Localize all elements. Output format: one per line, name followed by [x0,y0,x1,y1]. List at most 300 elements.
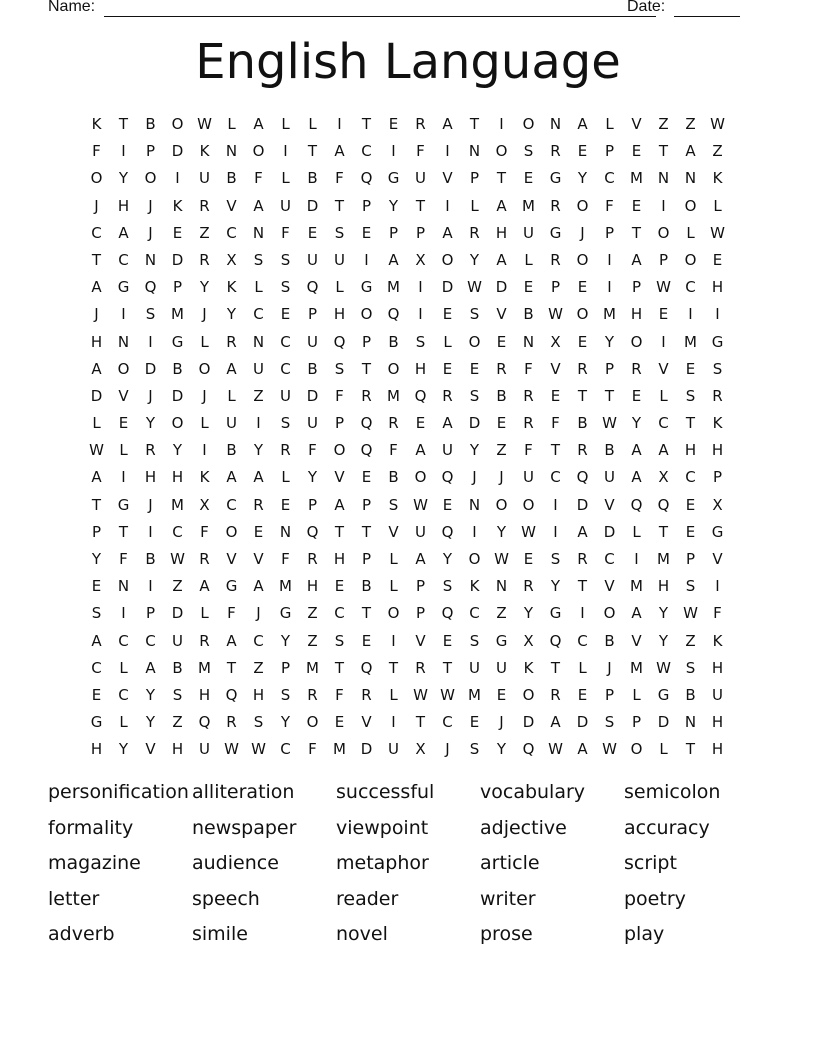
grid-letter: F [281,550,290,568]
grid-letter: R [523,386,534,405]
grid-letter: H [495,223,508,242]
grid-letter: A [226,631,237,650]
grid-letter: P [91,522,102,541]
grid-letter: Y [577,169,588,188]
grid-letter: T [685,740,696,759]
grid-letter: R [280,441,291,460]
grid-letter: O [441,250,454,269]
word-list-item: semicolon [624,781,721,803]
grid-letter: H [333,305,346,324]
grid-letter: F [281,223,290,242]
grid-letter: G [711,332,724,351]
grid-letter: I [391,142,396,161]
grid-letter: S [334,359,345,378]
grid-letter: P [604,685,615,704]
grid-letter: N [522,332,535,351]
grid-letter: Y [172,441,183,460]
grid-letter: Z [253,386,264,405]
grid-row [83,274,731,301]
grid-row [83,356,731,383]
grid-letter: O [333,441,346,460]
grid-letter: L [443,332,452,351]
grid-letter: S [442,577,453,596]
grid-letter: I [634,550,639,568]
grid-letter: J [202,386,207,405]
grid-letter: R [577,359,588,378]
grid-letter: D [171,604,184,623]
grid-letter: N [279,522,292,541]
grid-letter: M [657,550,670,568]
word-list-item: viewpoint [336,816,429,839]
grid-letter: W [224,740,239,759]
grid-letter: D [171,386,184,405]
grid-letter: O [657,223,670,242]
grid-letter: W [413,685,428,704]
grid-letter: G [117,495,130,514]
grid-letter: O [522,495,535,514]
grid-letter: I [391,713,396,732]
grid-letter: T [469,115,480,133]
grid-letter: A [577,522,588,541]
grid-letter: C [172,522,183,541]
grid-letter: B [226,441,237,460]
grid-letter: M [630,658,643,677]
grid-letter: M [387,386,400,405]
grid-letter: G [495,631,508,650]
grid-letter: T [388,658,399,677]
grid-letter: K [712,631,723,650]
grid-letter: J [202,305,207,324]
grid-letter: E [253,522,264,541]
grid-letter: O [90,169,103,188]
grid-letter: U [307,250,318,269]
word-list-item: magazine [48,852,141,874]
grid-letter: B [307,359,318,378]
grid-letter: Y [91,550,102,568]
grid-letter: U [442,441,453,460]
grid-letter: Q [441,522,454,541]
grid-letter: E [577,278,588,297]
grid-letter: L [578,658,587,677]
grid-letter: L [470,196,479,215]
grid-letter: C [226,223,237,242]
grid-letter: R [361,386,372,405]
grid-letter: I [202,441,207,460]
grid-letter: Y [145,685,156,704]
grid-letter: K [469,577,480,596]
grid-letter: U [604,468,615,487]
grid-letter: U [199,169,210,188]
header [48,0,748,20]
grid-letter: T [361,522,372,541]
grid-letter: U [388,740,399,759]
grid-letter: R [388,414,399,433]
grid-letter: S [469,740,480,759]
grid-letter: B [361,577,372,596]
grid-letter: Y [442,550,453,568]
grid-letter: N [549,115,562,133]
grid-letter: R [415,115,426,133]
grid-letter: D [576,713,589,732]
grid-letter: M [171,495,184,514]
grid-letter: D [360,740,373,759]
grid-letter: L [92,414,101,433]
grid-letter: J [580,223,585,242]
grid-letter: H [414,359,427,378]
grid-letter: Q [441,468,454,487]
grid-letter: P [550,278,561,297]
grid-row [83,628,731,655]
grid-letter: I [256,414,261,433]
grid-letter: L [389,577,398,596]
grid-letter: U [280,386,291,405]
grid-letter: S [280,414,291,433]
grid-letter: T [658,142,669,161]
grid-letter: R [496,359,507,378]
grid-letter: A [685,142,696,161]
grid-row [83,329,731,356]
grid-letter: R [253,495,264,514]
grid-letter: A [118,223,129,242]
grid-letter: O [144,169,157,188]
grid-letter: F [551,414,560,433]
grid-letter: L [713,196,722,215]
grid-row [83,736,731,763]
grid-letter: H [306,577,319,596]
grid-letter: A [631,441,642,460]
grid-letter: L [335,278,344,297]
grid-letter: M [468,685,481,704]
grid-letter: W [494,550,509,568]
grid-letter: W [710,223,725,242]
grid-letter: M [630,577,643,596]
grid-letter: K [91,115,102,133]
grid-letter: L [389,685,398,704]
name-line [104,16,656,17]
grid-letter: U [199,740,210,759]
grid-row [83,573,731,600]
grid-letter: R [712,386,723,405]
grid-letter: D [495,278,508,297]
grid-letter: U [253,359,264,378]
grid-letter: Q [225,685,238,704]
grid-letter: A [226,359,237,378]
grid-letter: I [553,495,558,514]
grid-letter: O [198,359,211,378]
grid-letter: U [415,169,426,188]
grid-letter: C [253,305,264,324]
grid-letter: Z [496,441,507,460]
grid-letter: I [121,305,126,324]
grid-letter: P [145,604,156,623]
grid-letter: C [685,468,696,487]
grid-letter: B [685,685,696,704]
word-list-item: novel [336,923,388,945]
grid-letter: Q [198,713,211,732]
grid-letter: M [387,278,400,297]
grid-letter: I [364,250,369,269]
grid-letter: T [442,658,453,677]
grid-letter: U [496,658,507,677]
grid-letter: X [550,332,561,351]
grid-letter: B [172,359,183,378]
grid-letter: W [602,414,617,433]
grid-letter: A [496,250,507,269]
grid-letter: L [281,115,290,133]
grid-letter: K [226,278,237,297]
grid-letter: R [523,577,534,596]
grid-letter: R [145,441,156,460]
grid-letter: G [549,223,562,242]
grid-letter: V [658,359,669,378]
grid-letter: L [605,115,614,133]
grid-letter: H [252,685,265,704]
grid-letter: L [119,658,128,677]
grid-letter: A [334,142,345,161]
grid-row [83,165,731,192]
grid-letter: S [388,495,399,514]
grid-letter: M [603,305,616,324]
grid-letter: I [607,278,612,297]
grid-letter: Q [657,495,670,514]
grid-letter: R [550,685,561,704]
grid-letter: O [522,685,535,704]
grid-letter: E [496,685,507,704]
grid-letter: H [657,577,670,596]
grid-letter: Z [253,658,264,677]
grid-letter: B [388,332,399,351]
grid-row [83,464,731,491]
grid-letter: K [712,414,723,433]
grid-row [83,600,731,627]
grid-letter: A [91,278,102,297]
grid-letter: I [283,142,288,161]
grid-letter: K [172,196,183,215]
grid-letter: W [413,495,428,514]
word-list-item: simile [192,923,248,945]
grid-letter: C [280,740,291,759]
grid-letter: P [307,495,318,514]
grid-letter: L [200,414,209,433]
grid-letter: J [499,468,504,487]
grid-letter: Y [307,468,318,487]
grid-letter: M [306,658,319,677]
grid-letter: E [361,468,372,487]
grid-letter: E [469,359,480,378]
grid-letter: S [685,577,696,596]
grid-letter: T [361,359,372,378]
grid-letter: G [657,685,670,704]
grid-letter: U [172,631,183,650]
grid-letter: F [227,604,236,623]
grid-letter: A [442,223,453,242]
grid-letter: S [550,550,561,568]
grid-letter: J [256,604,261,623]
grid-row [83,247,731,274]
grid-row [83,383,731,410]
grid-letter: L [632,522,641,541]
grid-letter: R [415,658,426,677]
grid-letter: D [441,278,454,297]
grid-letter: R [226,713,237,732]
grid-letter: C [145,631,156,650]
grid-letter: D [171,250,184,269]
grid-letter: H [90,332,103,351]
grid-letter: A [253,196,264,215]
grid-letter: L [659,740,668,759]
grid-letter: E [496,414,507,433]
grid-letter: I [445,142,450,161]
grid-letter: P [631,713,642,732]
grid-letter: A [631,468,642,487]
grid-letter: N [657,169,670,188]
grid-letter: E [631,196,642,215]
grid-letter: R [469,223,480,242]
grid-letter: N [468,142,481,161]
grid-letter: D [522,713,535,732]
grid-letter: T [226,658,237,677]
grid-letter: H [90,740,103,759]
grid-letter: E [685,522,696,541]
grid-letter: N [468,495,481,514]
grid-letter: H [333,550,346,568]
word-list-item: newspaper [192,816,297,839]
grid-letter: W [467,278,482,297]
grid-letter: S [172,685,183,704]
grid-letter: R [523,414,534,433]
grid-letter: O [387,604,400,623]
grid-letter: P [388,223,399,242]
grid-letter: C [226,495,237,514]
grid-letter: F [713,604,722,623]
grid-letter: V [604,495,615,514]
grid-letter: C [91,223,102,242]
grid-letter: U [307,414,318,433]
grid-letter: E [631,142,642,161]
grid-letter: D [603,522,616,541]
grid-row [83,492,731,519]
grid-letter: I [418,305,423,324]
grid-letter: C [550,468,561,487]
word-list-item: metaphor [336,852,429,874]
grid-letter: P [604,142,615,161]
grid-letter: C [253,631,264,650]
word-list-item: adjective [480,816,567,839]
grid-letter: U [469,658,480,677]
grid-letter: F [335,169,344,188]
grid-letter: S [280,250,291,269]
grid-letter: Y [658,631,669,650]
grid-letter: W [521,522,536,541]
grid-letter: A [91,359,102,378]
grid-letter: Z [496,604,507,623]
grid-letter: R [577,550,588,568]
grid-letter: H [171,468,184,487]
grid-letter: S [685,658,696,677]
grid-letter: O [117,359,130,378]
grid-letter: F [416,142,425,161]
grid-letter: N [684,169,697,188]
grid-letter: P [415,577,426,596]
grid-letter: L [659,386,668,405]
grid-letter: D [306,386,319,405]
grid-letter: F [524,441,533,460]
grid-letter: I [175,169,180,188]
grid-letter: C [658,414,669,433]
grid-letter: R [577,441,588,460]
grid-letter: Z [172,713,183,732]
grid-letter: B [145,115,156,133]
grid-letter: B [496,386,507,405]
grid-letter: N [144,250,157,269]
word-list-item: writer [480,887,536,910]
grid-letter: W [440,685,455,704]
grid-letter: I [148,577,153,596]
grid-letter: W [251,740,266,759]
grid-letter: I [121,142,126,161]
grid-letter: H [684,441,697,460]
grid-letter: Z [712,142,723,161]
grid-letter: I [472,522,477,541]
grid-letter: J [472,468,477,487]
grid-letter: D [576,495,589,514]
grid-letter: T [631,223,642,242]
grid-letter: L [119,441,128,460]
grid-row [83,709,731,736]
grid-letter: E [550,386,561,405]
grid-letter: Y [280,713,291,732]
grid-letter: E [658,305,669,324]
grid-row [83,410,731,437]
grid-row [83,111,731,138]
grid-letter: T [550,441,561,460]
word-list-item: alliteration [192,781,295,803]
grid-letter: P [145,142,156,161]
grid-letter: R [226,332,237,351]
grid-letter: E [577,332,588,351]
grid-letter: K [199,142,210,161]
grid-letter: A [199,577,210,596]
word-list-item: audience [192,852,279,874]
grid-letter: G [360,278,373,297]
grid-letter: S [469,305,480,324]
grid-row [83,138,731,165]
grid-letter: E [280,305,291,324]
grid-letter: I [553,522,558,541]
grid-letter: Q [360,658,373,677]
grid-letter: O [468,550,481,568]
grid-letter: V [388,522,399,541]
grid-letter: F [119,550,128,568]
grid-letter: J [94,196,99,215]
grid-letter: H [144,468,157,487]
grid-letter: S [280,685,291,704]
grid-letter: S [604,713,615,732]
grid-letter: X [712,495,723,514]
grid-letter: A [442,414,453,433]
grid-letter: U [307,332,318,351]
grid-letter: U [280,196,291,215]
grid-letter: L [227,386,236,405]
word-list [48,778,768,956]
grid-letter: P [361,550,372,568]
grid-letter: C [469,604,480,623]
grid-letter: L [200,332,209,351]
name-label: Name: [48,0,96,15]
grid-letter: O [495,495,508,514]
grid-letter: Y [523,604,534,623]
grid-letter: E [388,115,399,133]
